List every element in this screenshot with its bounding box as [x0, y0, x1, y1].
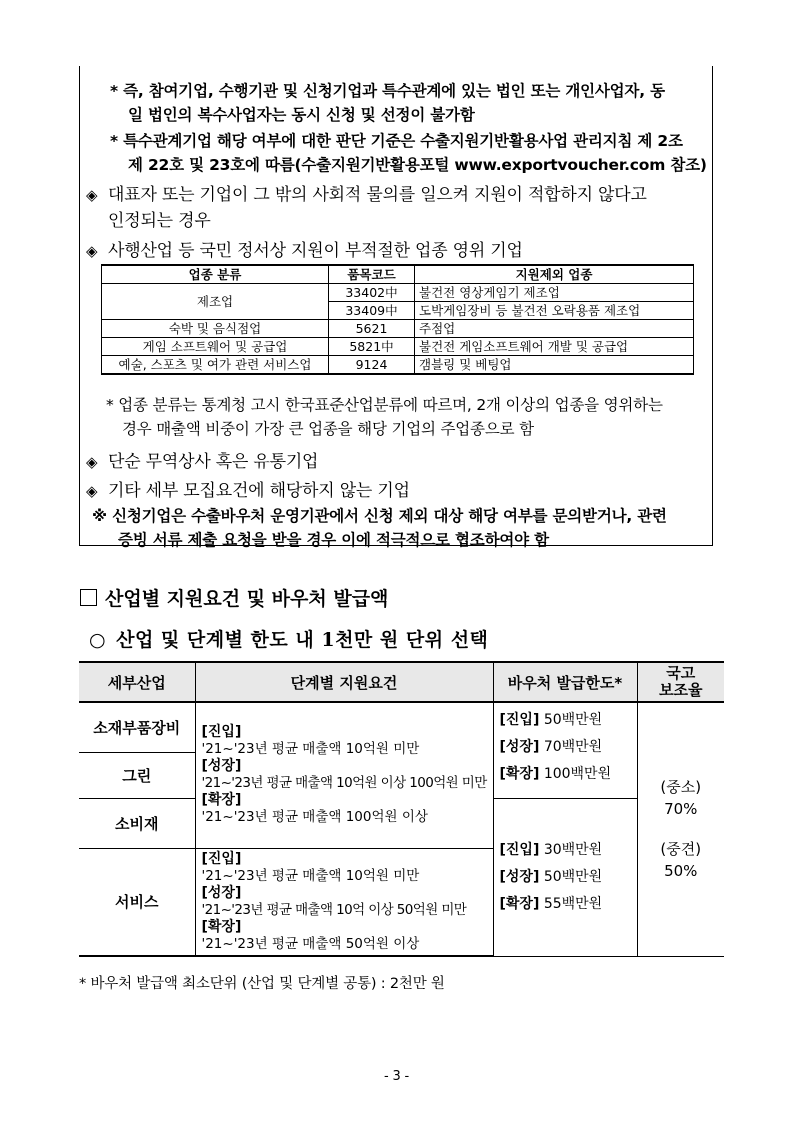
header-category: 업종 분류: [102, 265, 329, 284]
excluded-cell: 도박게임장비 등 불건전 오락용품 제조업: [415, 302, 694, 320]
header-industry: 세부산업: [79, 662, 195, 702]
table-row: [102, 356, 694, 375]
group2-limits: [진입] 30백만원 [성장] 50백만원 [확장] 55백만원: [493, 798, 637, 956]
table-row: [102, 284, 694, 302]
header-code: 품목코드: [329, 265, 415, 284]
bullet-trading-company: ◈ 단순 무역상사 혹은 유통기업: [86, 452, 319, 472]
category-cell: 숙박 및 음식점업: [102, 320, 329, 338]
note-cooperation-2: 증빙 서류 제출 요청을 받을 경우 이에 적극적으로 협조하여야 함: [118, 531, 549, 549]
group2-requirements: [진입] '21~'23년 평균 매출액 10억원 미만 [성장] '21~'23년 평균 매출액 10억 이상 50억원 미만 [확장] '21~'23년 평균 매출액 50억원 이상: [195, 848, 493, 956]
stage-expansion: [확장]: [201, 918, 242, 935]
table-row: [102, 320, 694, 338]
stage-entry: [진입]: [201, 724, 242, 741]
category-cell: 게임 소프트웨어 및 공급업: [102, 338, 329, 356]
excluded-industry-table: [101, 264, 694, 375]
excluded-cell: 주점업: [415, 320, 694, 338]
header-requirement: 단계별 지원요건: [195, 662, 493, 702]
table-row: [79, 702, 724, 752]
diamond-bullet-icon: ◈: [86, 242, 98, 260]
group1-requirements: [진입] '21~'23년 평균 매출액 10억원 미만 [성장] '21~'23년 평균 매출액 10억원 이상 100억원 미만 [확장] '21~'23년 평균 매출액 100억원 이상: [195, 702, 493, 848]
industry-cell: 소재부품장비: [79, 702, 195, 752]
diamond-bullet-icon: ◈: [86, 186, 98, 204]
bullet-social-issue: ◈ 대표자 또는 기업이 그 밖의 사회적 물의를 일으켜 지원이 적합하지 않다고: [86, 185, 647, 205]
industry-cell: 그린: [79, 752, 195, 798]
section-title: 산업별 지원요건 및 바우처 발급액: [80, 584, 388, 611]
stage-expansion: [확장]: [201, 792, 242, 809]
header-rate: 국고 보조율: [637, 662, 724, 702]
industry-cell: 소비재: [79, 798, 195, 848]
diamond-bullet-icon: ◈: [86, 482, 98, 500]
excluded-cell: 불건전 영상게임기 제조업: [415, 284, 694, 302]
code-cell: 9124: [329, 356, 415, 375]
category-cell: 제조업: [102, 284, 329, 320]
bullet-social-issue-cont: 인정되는 경우: [108, 211, 211, 231]
voucher-table: [79, 661, 724, 957]
page-number: - 3 -: [384, 1069, 409, 1084]
diamond-bullet-icon: ◈: [86, 453, 98, 471]
excluded-cell: 불건전 게임소프트웨어 개발 및 공급업: [415, 338, 694, 356]
code-cell: 5821中: [329, 338, 415, 356]
square-box-icon: [80, 589, 97, 606]
footnote: * 바우처 발급액 최소단위 (산업 및 단계별 공통) : 2천만 원: [79, 976, 445, 992]
group1-limits: [진입] 50백만원 [성장] 70백만원 [확장] 100백만원: [493, 702, 637, 798]
stage-growth: [성장]: [201, 884, 242, 901]
industry-cell: 서비스: [79, 848, 195, 956]
circle-bullet-icon: ○: [89, 629, 107, 651]
bullet-other: ◈ 기타 세부 모집요건에 해당하지 않는 기업: [86, 481, 410, 501]
stage-growth: [성장]: [201, 758, 242, 775]
table-row: [102, 338, 694, 356]
header-limit: 바우처 발급한도*: [493, 662, 637, 702]
stage-entry: [진입]: [201, 850, 242, 867]
bullet-speculative: ◈ 사행산업 등 국민 정서상 지원이 부적절한 업종 영위 기업: [86, 241, 523, 261]
excluded-cell: 갬블링 및 베팅업: [415, 356, 694, 375]
note-industry-classification-2: 경우 매출액 비중이 가장 큰 업종을 해당 기업의 주업종으로 함: [122, 420, 534, 438]
subsidy-rate-cell: (중소) 70% (중견) 50%: [637, 702, 724, 956]
note-special-relation-1: * 특수관계기업 해당 여부에 대한 판단 기준은 수출지원기반활용사업 관리지침 제 2조: [110, 132, 683, 150]
note-industry-classification-1: * 업종 분류는 통계청 고시 한국표준산업분류에 따르며, 2개 이상의 업종을 영위하는: [106, 396, 663, 414]
code-cell: 33409中: [329, 302, 415, 320]
code-cell: 5621: [329, 320, 415, 338]
note-cooperation-1: ※ 신청기업은 수출바우처 운영기관에서 신청 제외 대상 해당 여부를 문의받거나, 관련: [92, 507, 667, 525]
code-cell: 33402中: [329, 284, 415, 302]
note-affiliated-2: 일 법인의 복수사업자는 동시 신청 및 선정이 불가함: [128, 106, 475, 124]
note-special-relation-2: 제 22호 및 23호에 따름(수출지원기반활용포털 www.exportvoucher.com 참조): [128, 156, 707, 174]
section-subtitle: ○ 산업 및 단계별 한도 내 1천만 원 단위 선택: [89, 629, 489, 651]
header-excluded: 지원제외 업종: [415, 265, 694, 284]
category-cell: 예술, 스포츠 및 여가 관련 서비스업: [102, 356, 329, 375]
note-affiliated-1: * 즉, 참여기업, 수행기관 및 신청기업과 특수관계에 있는 법인 또는 개인사업자, 동: [110, 82, 665, 100]
